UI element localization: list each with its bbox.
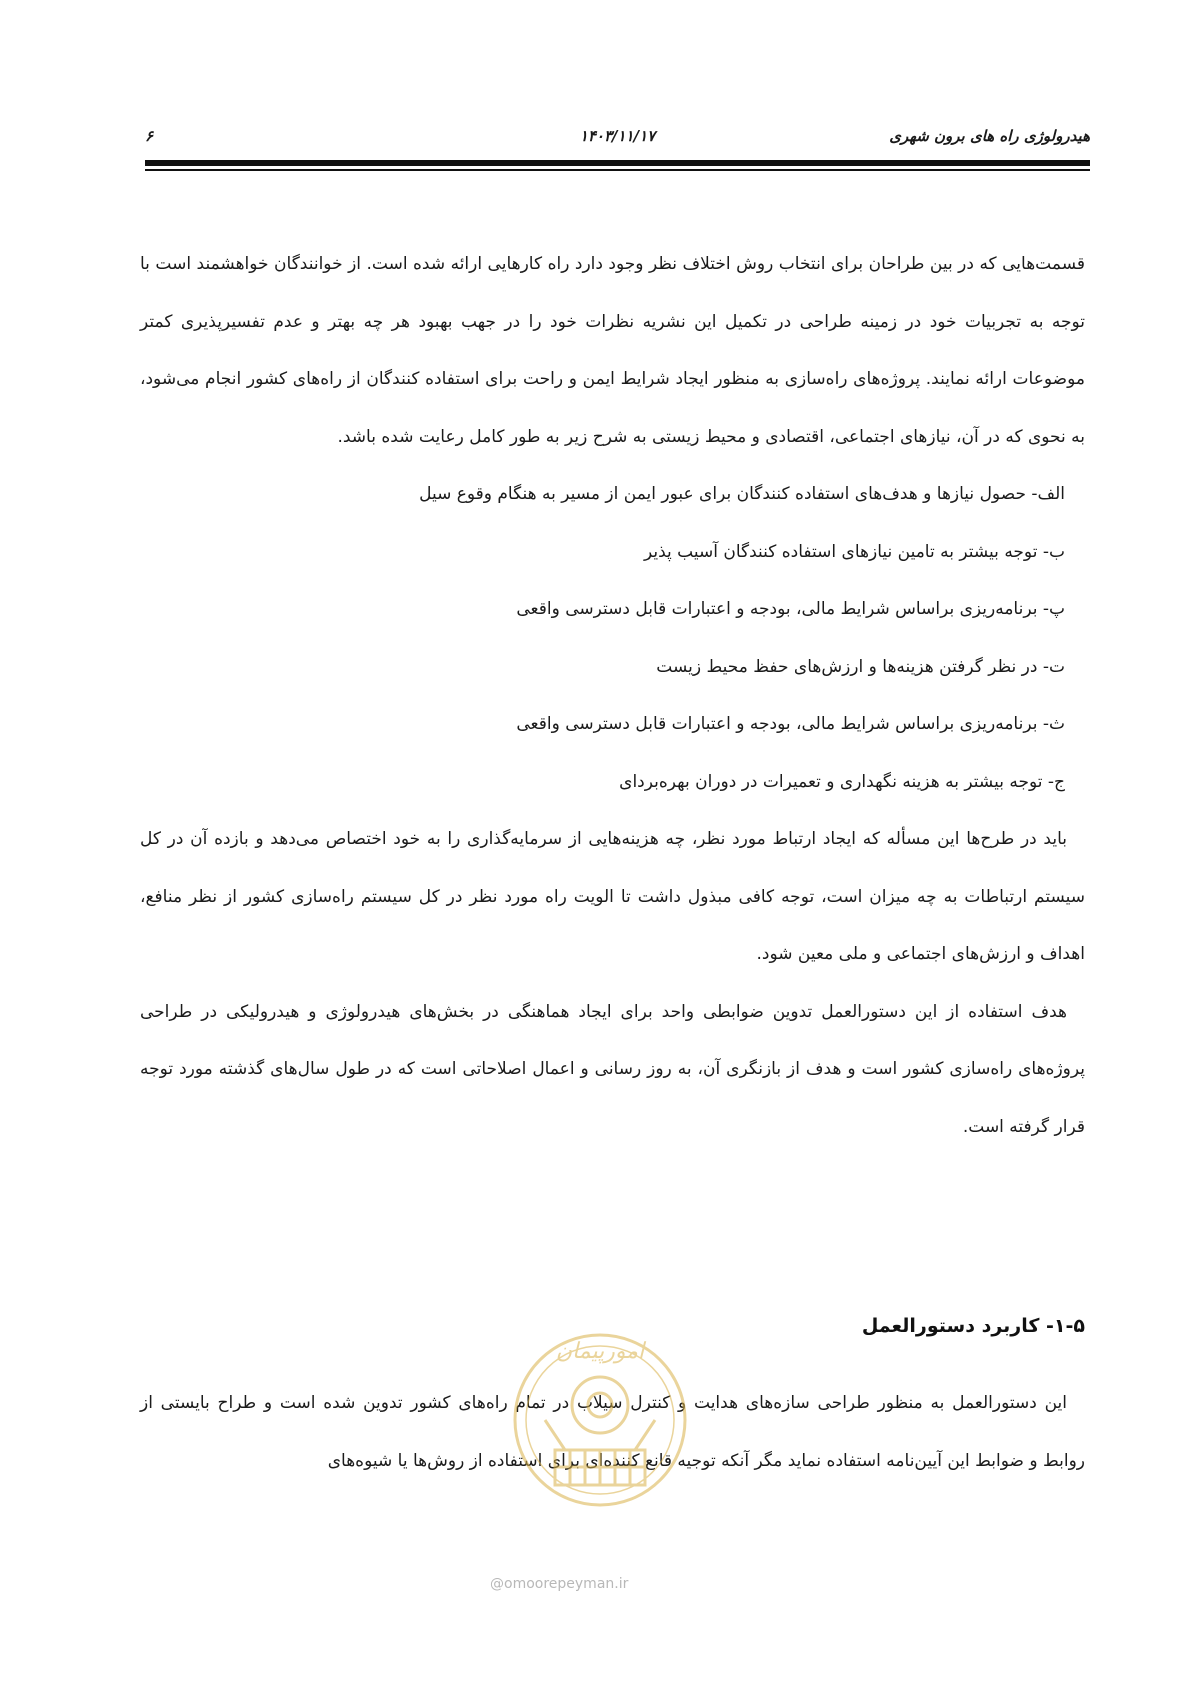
list-item: الف- حصول نیازها و هدف‌های استفاده کنندگان برای عبور ایمن از مسیر به هنگام وقوع سیل [419, 484, 1065, 504]
list-item: پ- برنامه‌ریزی براساس شرایط مالی، بودجه و اعتبارات قابل دسترسی واقعی [516, 599, 1065, 619]
body-text [140, 236, 1085, 1156]
paragraph-3: هدف استفاده از این دستورالعمل تدوین ضوابطی واحد برای ایجاد هماهنگی در بخش‌های هیدرولوژی و هیدرولیکی در طراحی پروژه‌های راه‌سازی کشور است و هدف از بازنگری آن، به روز رسانی و اعمال اصلاحاتی است که در طول سال‌های گذشته مورد توجه قرار گرفته است. [140, 1001, 1085, 1137]
list-item: ث- برنامه‌ریزی براساس شرایط مالی، بودجه و اعتبارات قابل دسترسی واقعی [516, 714, 1065, 734]
watermark-url: @omoorepeyman.ir [490, 1576, 629, 1592]
list-item: ب- توجه بیشتر به تامین نیازهای استفاده کنندگان آسیب پذیر [643, 541, 1065, 562]
intro-paragraph: قسمت‌هایی که در بین طراحان برای انتخاب روش اختلاف نظر وجود دارد راه کارهایی ارائه شده است. از خوانندگان خواهشمند است با توجه به تجربیات خود در زمینه طراحی در تکمیل این نشریه نظرات خود را در جهب بهبود هر چه بهتر و عدم تفسیرپذیری کمتر موضوعات ارائه نمایند. پروژه‌های راه‌سازی به منظور ایجاد شرایط ایمن و راحت برای استفاده کنندگان از راه‌های کشور انجام می‌شود، به نحوی که در آن، نیازهای اجتماعی، اقتصادی و محیط زیستی به شرح زیر به طور کامل رعایت شده باشد. [140, 254, 1085, 447]
header-title: هیدرولوژی راه های برون شهری [889, 127, 1090, 145]
requirements-list [140, 466, 1085, 811]
section-paragraph: این دستورالعمل به منظور طراحی سازه‌های هدایت و کنترل سیلاب در تمام راه‌های کشور تدوین شده است و طراح بایستی از روابط و ضوابط این آیین‌نامه استفاده نماید مگر آنکه توجیه قانع کننده‌ای برای استفاده از روش‌ها یا شیوه‌های [140, 1393, 1085, 1471]
header-date: ۱۴۰۳/۱۱/۱۷ [579, 127, 656, 145]
header-rule-thin [145, 169, 1090, 171]
watermark-logo [485, 1300, 715, 1560]
page-header [145, 125, 1090, 149]
list-item: ج- توجه بیشتر به هزینه نگهداری و تعمیرات در دوران بهره‌بردای [619, 771, 1065, 792]
section-heading: ۱-۵- کاربرد دستورالعمل [861, 1315, 1085, 1337]
header-rule-thick [145, 160, 1090, 166]
page-number: ۶ [145, 127, 154, 145]
watermark-logo-text: امورپیمان [555, 1339, 645, 1364]
paragraph-2: باید در طرح‌ها این مسأله که ایجاد ارتباط مورد نظر، چه هزینه‌هایی از سرمایه‌گذاری را به خود اختصاص می‌دهد و بازده آن در کل سیستم ارتباطات به چه میزان است، توجه کافی مبذول داشت تا الویت راه مورد نظر در کل سیستم راه‌سازی کشور از نظر منافع، اهداف و ارزش‌های اجتماعی و ملی معین شود. [140, 829, 1085, 964]
list-item: ت- در نظر گرفتن هزینه‌ها و ارزش‌های حفظ محیط زیست [656, 656, 1065, 677]
